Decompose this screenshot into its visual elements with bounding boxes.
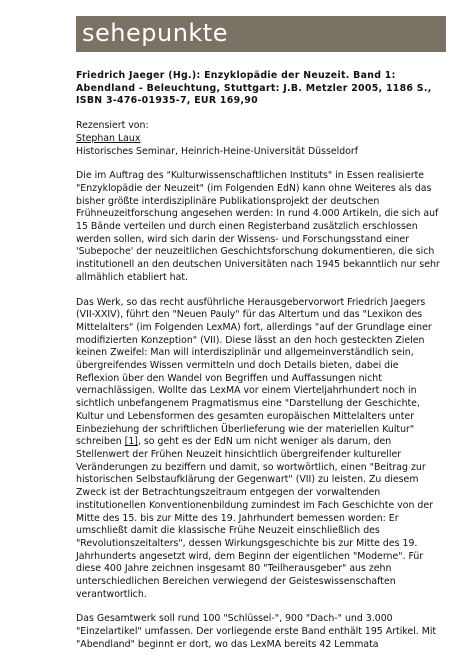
review-article	[76, 70, 444, 664]
site-header-banner	[76, 16, 446, 52]
footnote-link-1[interactable]: [1]	[124, 436, 138, 448]
reviewer-name-link[interactable]: Stephan Laux	[76, 132, 141, 144]
paragraph-2-text-b: , so geht es der EdN um nicht weniger als darum, den Stellenwert der Frühen Neuzeit hinsichtlich übergreifender kultureller Veränderungen zu beziffern und damit, so wortwörtlich, einen "Beitrag zur historischen Selbstaufklärung der Gegenwart" (VII) zu leisten. Zu diesem Zweck ist der Betrachtungszeitraum entgegen der vorwaltenden institutionellen Konventionenbildung zumindest im Fach Geschichte von der Mitte des 15. bis zur Mitte des 19. Jahrhundert bemessen worden: Er umschließt damit die klassische Frühe Neuzeit einschließlich des "Revolutionszeitalters", dessen Wirkungsgeschichte bis zur Mitte des 19. Jahrhunderts angesetzt wird, dem Beginn der eigentlichen "Moderne". Für diese 400 Jahre zeichnen insgesamt 80 "Teilherausgeber" aus zehn unterschiedlichen Bereichen verwiegend der Geisteswissenschaften verantwortlich.	[76, 436, 433, 600]
book-citation: Friedrich Jaeger (Hg.): Enzyklopädie der Neuzeit. Band 1: Abendland - Beleuchtung, Stuttgart: J.B. Metzler 2005, 1186 S., ISBN 3-476-01935-7, EUR 169,90	[76, 70, 432, 107]
site-logo-text[interactable]: sehepunkte	[82, 19, 228, 47]
paragraph-2	[76, 297, 444, 602]
reviewed-by-label: Rezensiert von:	[76, 120, 149, 132]
reviewer-affiliation: Historisches Seminar, Heinrich-Heine-Universität Düsseldorf	[76, 145, 359, 157]
paragraph-1: Die im Auftrag des "Kulturwissenschaftlichen Instituts" in Essen realisierte "Enzyklopädie der Neuzeit" (im Folgenden EdN) kann ohne Weiteres als das bisher größte interdisziplinäre Publikationsprojekt der deutschen Frühneuzeitforschung angesehen werden: In rund 4.000 Artikeln, die sich auf 15 Bände verteilen und durch einen Registerband zusätzlich erschlossen werden sollen, wird sich darin der Wissens- und Forschungsstand einer 'Subepoche' der neuzeitlichen Geschichtsforschung dokumentieren, die sich institutionell an den deutschen Universitäten nach 1945 bekanntlich nur sehr allmählich etabliert hat.	[76, 170, 440, 283]
paragraph-3: Das Gesamtwerk soll rund 100 "Schlüssel-", 900 "Dach-" und 3.000 "Einzelartikel" umfassen. Der vorliegende erste Band enthält 195 Artikel. Mit "Abendland" beginnt er dort, wo das LexMA bereits 42 Lemmata	[76, 613, 437, 650]
reviewer-info	[76, 120, 444, 158]
paragraph-2-text-a: Das Werk, so das recht ausführliche Herausgebervorwort Friedrich Jaegers (VII-XXIV), führt den "Neuen Pauly" für das Altertum und das "Lexikon des Mittelalters" (im Folgenden LexMA) fort, allerdings "auf der Grundlage einer modifizierten Konzeption" (VII). Diese lässt an den hoch gesteckten Zielen keinen Zweifel: Man will interdisziplinär und allgemeinverständlich sein, übergreifendes Wissen vermitteln und doch Details bieten, dabei die Reflexion über den Wandel von Begriffen und Auffassungen nicht vernachlässigen. Wollte das LexMA vor einem Vierteljahrhundert noch in sichtlich unbefangenem Pragmatismus eine "Darstellung der Geschichte, Kultur und Lebensformen des gesamten europäischen Mittelalters unter Einbeziehung der schriftlichen Überlieferung wie der materiellen Kultur" schreiben	[76, 296, 432, 448]
